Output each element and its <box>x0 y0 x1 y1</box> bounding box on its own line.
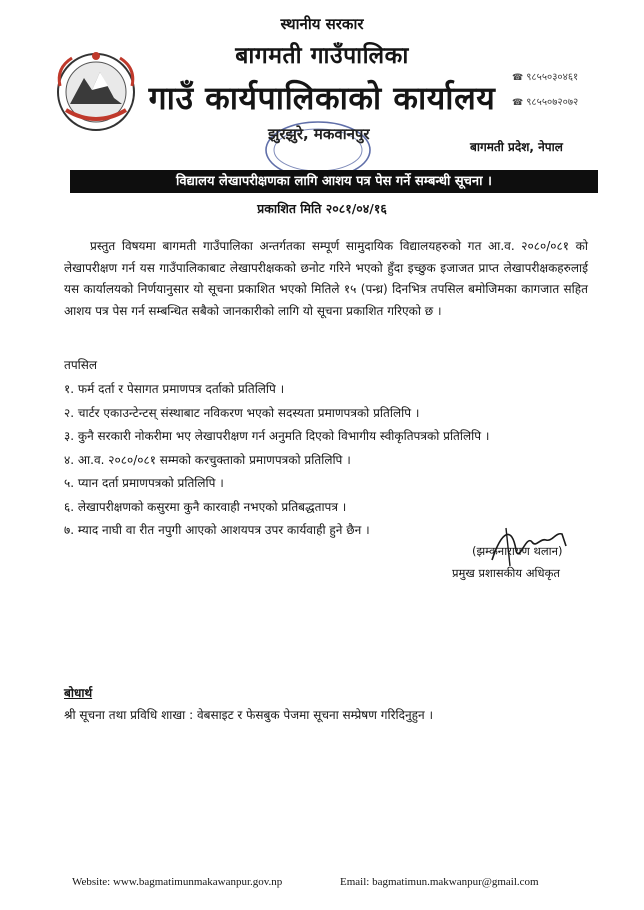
office-location: झुरझुरे, मकवानपुर <box>268 125 370 143</box>
list-item: ७. म्याद नाघी वा रीत नपुगी आएको आशयपत्र उपर कार्यवाही हुने छैन । <box>64 523 370 537</box>
list-item: ४. आ.व. २०८०/०८१ सम्मको करचुक्ताको प्रमाणपत्रको प्रतिलिपि । <box>64 452 351 467</box>
cc-label: बोधार्थ <box>64 686 93 700</box>
municipality-name: बागमती गाउँपालिका <box>235 43 409 69</box>
office-name: गाउँ कार्यपालिकाको कार्यालय <box>148 79 496 117</box>
phone-number-1: ☎ ९८५५०३०४६१ <box>512 72 579 83</box>
list-item: १. फर्म दर्ता र पेसागत प्रमाणपत्र दर्ताको प्रतिलिपि । <box>64 382 285 396</box>
phone-number-2: ☎ ९८५५०७२०७२ <box>512 97 579 108</box>
officer-name: (झम्कनारायण थलान) <box>472 544 563 558</box>
list-item: २. चार्टर एकाउन्टेन्टस् संस्थाबाट नविकरण भएको सदस्यता प्रमाणपत्रको प्रतिलिपि । <box>64 405 420 420</box>
notice-title-banner: विद्यालय लेखापरीक्षणका लागि आशय पत्र पेस गर्ने सम्बन्धी सूचना । <box>70 170 598 193</box>
phone-icon: ☎ <box>512 98 524 108</box>
list-item: ६. लेखापरीक्षणको कसुरमा कुनै कारवाही नभएको प्रतिबद्धतापत्र । <box>64 499 347 514</box>
footer-email: Email: bagmatimun.makwanpur@gmail.com <box>340 876 539 888</box>
government-line: स्थानीय सरकार <box>280 15 364 33</box>
requirements-list <box>64 378 604 543</box>
phone-icon: ☎ <box>512 73 524 83</box>
province-label: बागमती प्रदेश, नेपाल <box>470 140 563 154</box>
list-item: ५. प्यान दर्ता प्रमाणपत्रको प्रतिलिपि । <box>64 476 224 490</box>
footer-website: Website: www.bagmatimunmakawanpur.gov.np <box>72 876 283 888</box>
cc-text: श्री सूचना तथा प्रविधि शाखा : वेबसाइट र फेसबुक पेजमा सूचना सम्प्रेषण गरिदिनुहुन । <box>64 708 434 722</box>
officer-title: प्रमुख प्रशासकीय अधिकृत <box>452 566 560 580</box>
list-item: ३. कुनै सरकारी नोकरीमा भए लेखापरीक्षण गर्न अनुमति दिएको विभागीय स्वीकृतिपत्रको प्रतिलिपि । <box>64 429 490 443</box>
notice-body-paragraph: प्रस्तुत विषयमा बागमती गाउँपालिका अन्तर्गतका सम्पूर्ण सामुदायिक विद्यालयहरुको गत आ.व. २०८०/०८१ को लेखापरीक्षण गर्न यस गाउँपालिकाबाट लेखापरीक्षकको छनोट गरिने भएको हुँदा इच्छुक इजाजत प्राप्त लेखापरीक्षकहरुलाई यस कार्यालयको निर्णयानुसार यो सूचना प्रकाशित भएको मितिले १५ (पन्ध्र) दिनभित्र तपसिल बमोजिमका कागजात सहित आशय पत्र पेस गर्न सम्बन्धित सबैको जानकारीको लागि यो सूचना प्रकाशित गरिएको छ । <box>64 239 588 318</box>
details-label: तपसिल <box>64 358 98 372</box>
published-date: प्रकाशित मिति २०८१/०४/१६ <box>257 201 387 216</box>
nepal-emblem-logo <box>52 48 140 134</box>
